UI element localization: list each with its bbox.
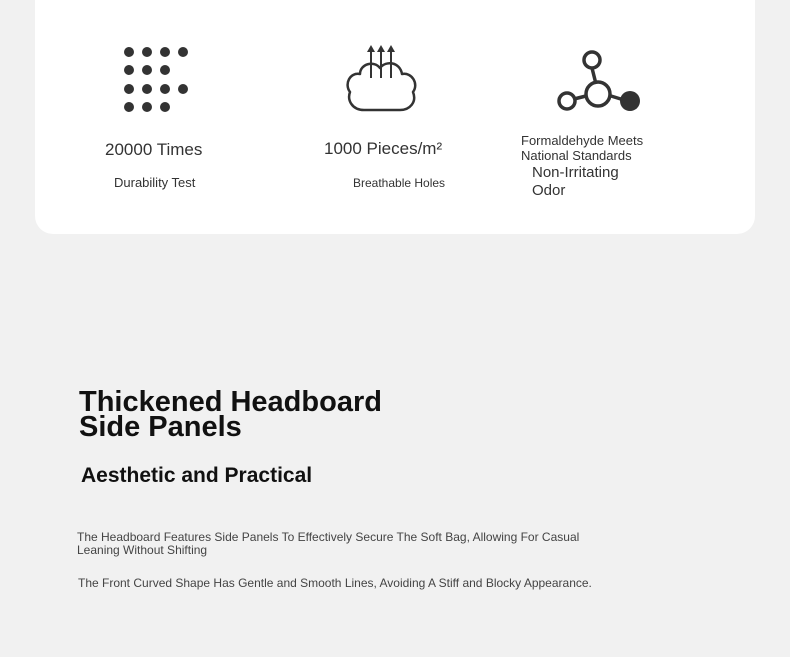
- features-card: [35, 0, 755, 234]
- section-title-line-2: Side Panels: [79, 411, 242, 443]
- odor-line-2: Odor: [532, 182, 566, 199]
- odor-line-1: Non-Irritating: [532, 164, 619, 181]
- section-paragraph-1: [77, 531, 579, 557]
- breathable-caption: Breathable Holes: [353, 176, 446, 190]
- paragraph-1-line-2: Leaning Without Shifting: [77, 543, 208, 557]
- section-title: [79, 386, 382, 443]
- section-subtitle: Aesthetic and Practical: [81, 464, 313, 487]
- breathable-cloud-icon: [344, 44, 420, 114]
- formaldehyde-caption: [521, 133, 643, 163]
- section-paragraph-2: The Front Curved Shape Has Gentle and Smooth Lines, Avoiding A Stiff and Blocky Appearance.: [78, 576, 592, 590]
- section-title-line-1: Thickened Headboard: [79, 386, 382, 418]
- paragraph-1-line-1: The Headboard Features Side Panels To Effectively Secure The Soft Bag, Allowing For Casual: [77, 530, 580, 544]
- formaldehyde-line-1: Formaldehyde Meets: [521, 133, 644, 148]
- durability-caption: Durability Test: [114, 175, 196, 190]
- formaldehyde-line-2: National Standards: [521, 148, 632, 163]
- durability-value: 20000 Times: [105, 140, 203, 159]
- breathable-value: 1000 Pieces/m²: [324, 139, 443, 158]
- molecule-icon: [554, 46, 644, 116]
- odor-caption: [532, 164, 619, 200]
- dot-grid-icon: [120, 44, 192, 116]
